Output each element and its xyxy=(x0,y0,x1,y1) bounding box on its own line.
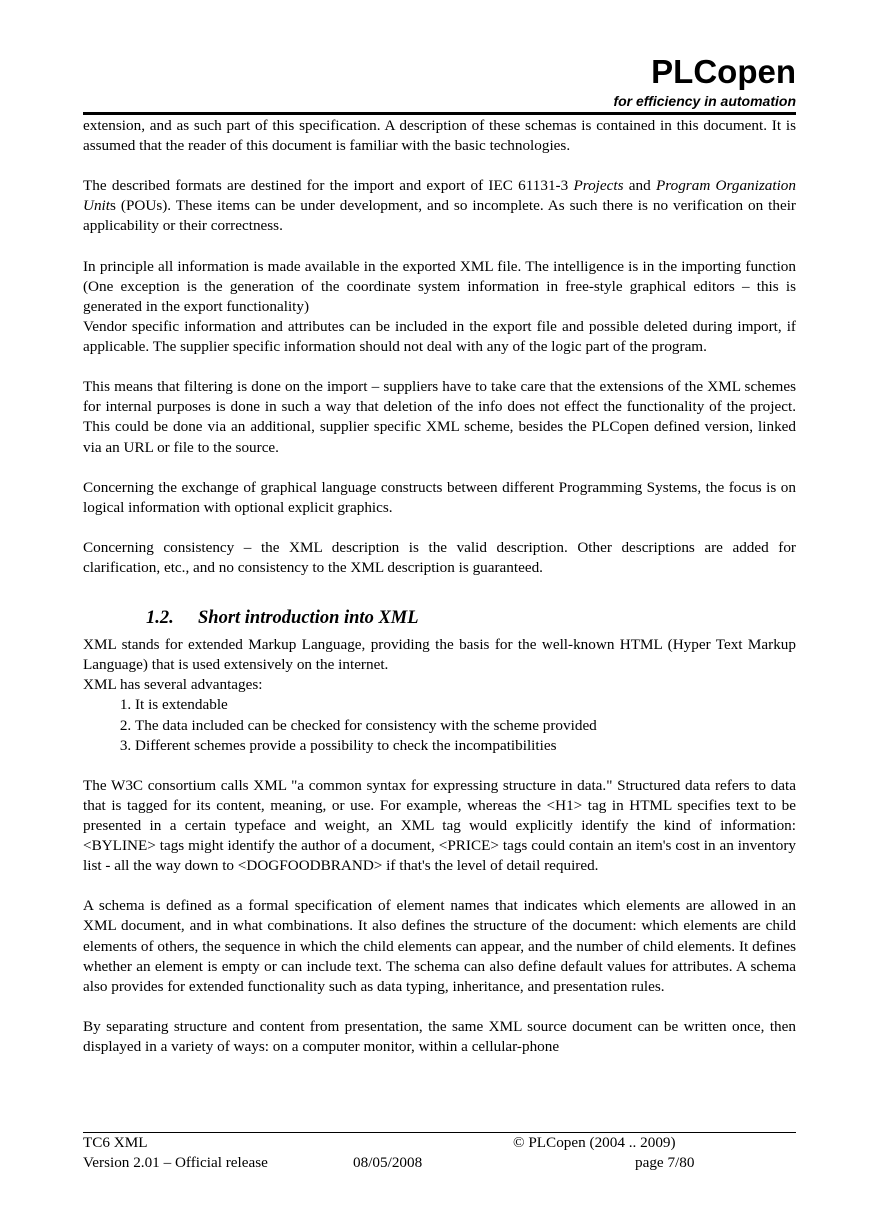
footer-page-number: page 7/80 xyxy=(635,1154,695,1171)
paragraph-principle: In principle all information is made available in the exported XML file. The intelligence is in the importing function (One exception is the generation of the coordinate system information in free-style graphical editors – this is generated in the export functionality) xyxy=(83,257,796,315)
paragraph-schema-definition: A schema is defined as a formal specification of element names that indicates which elements are allowed in an XML document, and in what combinations. It also defines the structure of the document: which elements are child elements of others, the sequence in which the child elements can appear, and the number of child elements. It defines whether an element is empty or can include text. The schema can also define default values for attributes. A schema also provides for extended functionality such as data typing, inheritance, and presentation rules. xyxy=(83,897,796,995)
paragraph-graphical-exchange: Concerning the exchange of graphical language constructs between different Programming Systems, the focus is on logical information with optional explicit graphics. xyxy=(83,478,796,516)
paragraph-filtering: This means that filtering is done on the import – suppliers have to take care that the extensions of the XML schemes for internal purposes is done in such a way that deletion of the info does not effect the functionality of the project. This could be done via an additional, supplier specific XML scheme, besides the PLCopen defined version, linked via an URL or file to the source. xyxy=(83,378,796,456)
advantages-intro: XML has several advantages: xyxy=(83,676,263,694)
footer-version: Version 2.01 – Official release xyxy=(83,1154,268,1171)
list-item: 3. Different schemes provide a possibility to check the incompatibilities xyxy=(135,736,796,756)
footer-doc-name: TC6 XML xyxy=(83,1134,148,1151)
page-content xyxy=(83,116,796,1077)
header-divider xyxy=(83,112,796,115)
paragraph-xml-intro: XML stands for extended Markup Language, providing the basis for the well-known HTML (Hyper Text Markup Language) that is used extensively on the internet. xyxy=(83,636,796,674)
footer-copyright: © PLCopen (2004 .. 2009) xyxy=(513,1134,676,1151)
formats-text-3: s (POUs). These items can be under development, and so incomplete. As such there is no verification on their applicability or their correctness. xyxy=(83,197,796,235)
paragraph-consistency: Concerning consistency – the XML description is the valid description. Other descriptions are added for clarification, etc., and no consistency to the XML description is guaranteed. xyxy=(83,538,796,577)
section-title: Short introduction into XML xyxy=(198,608,419,629)
list-item: 1. It is extendable xyxy=(135,695,796,715)
paragraph-separating: By separating structure and content from presentation, the same XML source document can be written once, then displayed in a variety of ways: on a computer monitor, within a cellular-phone xyxy=(83,1017,796,1056)
formats-term-pou: Program Organization Unit xyxy=(83,177,796,215)
brand-logo-text: PLCopen xyxy=(651,53,796,90)
footer-divider xyxy=(83,1132,796,1133)
paragraph-w3c: The W3C consortium calls XML "a common syntax for expressing structure in data." Structured data refers to data that is tagged for its content, meaning, or use. For example, whereas the <H1> tag in HTML specifies text to be presented in a certain typeface and weight, an XML tag would explicitly identify the kind of information: <BYLINE> tags might identify the author of a document, <PRICE> tags could contain an item's cost in an inventory list - all the way down to <DOGFOODBRAND> if that's the level of detail required. xyxy=(83,776,796,875)
list-item: 2. The data included can be checked for consistency with the scheme provided xyxy=(135,716,796,736)
formats-text-2: and xyxy=(623,177,656,195)
paragraph-vendor-info: Vendor specific information and attributes can be included in the export file and possible deleted during import, if applicable. The supplier specific information should not deal with any of the logic part of the program. xyxy=(83,317,796,356)
footer-date: 08/05/2008 xyxy=(353,1154,423,1171)
formats-term-projects: Projects xyxy=(573,177,624,195)
page-header xyxy=(83,52,796,110)
paragraph-schemas: extension, and as such part of this specification. A description of these schemas is contained in this document. It is assumed that the reader of this document is familiar with the basic technologies. xyxy=(83,117,796,155)
section-heading xyxy=(146,607,796,629)
section-number: 1.2. xyxy=(146,608,174,629)
advantages-list xyxy=(83,695,796,755)
paragraph-formats xyxy=(83,176,796,236)
formats-text-1: The described formats are destined for the import and export of IEC 61131-3 xyxy=(83,177,574,195)
brand-tagline: for efficiency in automation xyxy=(613,93,796,109)
